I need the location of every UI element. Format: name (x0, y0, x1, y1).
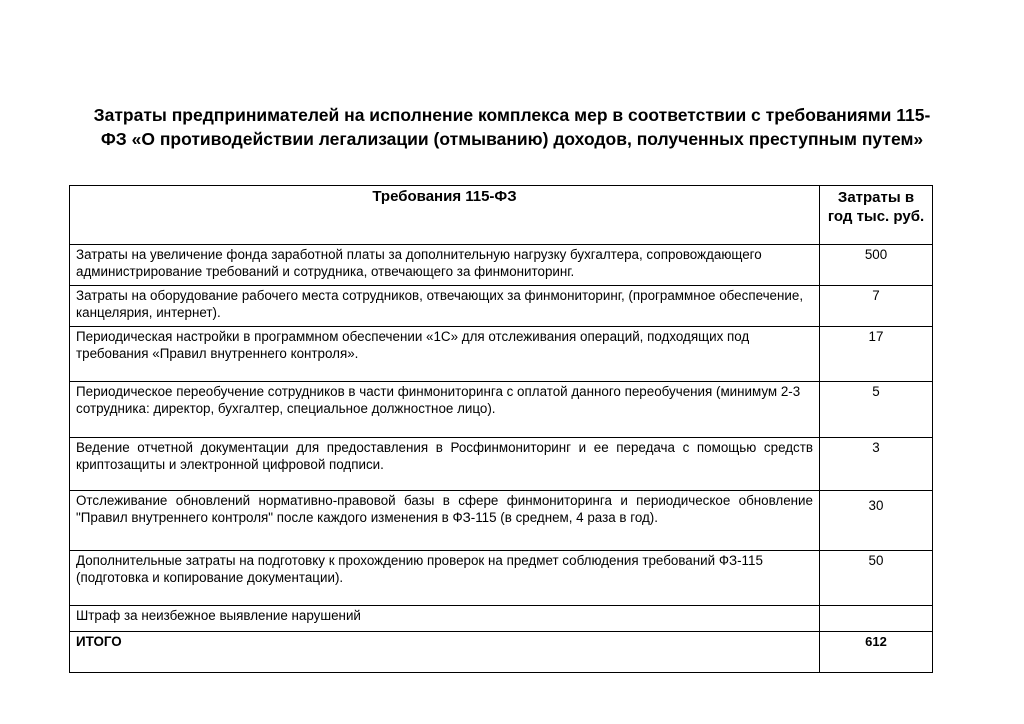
row-requirement: Штраф за неизбежное выявление нарушений (70, 606, 820, 632)
header-requirement: Требования 115-ФЗ (70, 186, 820, 245)
document-title: Затраты предпринимателей на исполнение комплекса мер в соответствии с требованиями 115-ФЗ «О противодействии легализации (отмыванию) доходов, полученных преступным путем» (93, 105, 931, 149)
table-row (70, 382, 933, 438)
header-cost: Затраты в год тыс. руб. (820, 186, 933, 245)
row-requirement: Дополнительные затраты на подготовку к прохождению проверок на предмет соблюдения требований ФЗ-115 (подготовка и копирование документации). (70, 551, 820, 606)
table-row (70, 245, 933, 286)
row-cost: 500 (820, 245, 933, 286)
table-row (70, 491, 933, 551)
row-requirement: Периодическая настройки в программном обеспечении «1С» для отслеживания операций, подходящих под требования «Правил внутреннего контроля». (70, 327, 820, 382)
table-row (70, 327, 933, 382)
total-value: 612 (820, 632, 933, 673)
row-cost: 30 (820, 491, 933, 551)
table-header-row (70, 186, 933, 245)
row-requirement: Ведение отчетной документации для предоставления в Росфинмониторинг и ее передача с помощью средств криптозащиты и электронной цифровой подписи. (70, 438, 820, 491)
row-requirement: Периодическое переобучение сотрудников в части финмониторинга с оплатой данного переобучения (минимум 2-3 сотрудника: директор, бухгалтер, специальное должностное лицо). (70, 382, 820, 438)
table-row (70, 551, 933, 606)
table-row (70, 606, 933, 632)
table-row (70, 286, 933, 327)
row-requirement: Затраты на увеличение фонда заработной платы за дополнительную нагрузку бухгалтера, сопровождающего администрирование требований и сотрудника, отвечающего за финмониторинг. (70, 245, 820, 286)
row-requirement: Затраты на оборудование рабочего места сотрудников, отвечающих за финмониторинг, (программное обеспечение, канцелярия, интернет). (70, 286, 820, 327)
row-cost: 50 (820, 551, 933, 606)
row-cost: 3 (820, 438, 933, 491)
row-cost: 7 (820, 286, 933, 327)
costs-table (69, 185, 933, 673)
table-row (70, 438, 933, 491)
row-cost: 17 (820, 327, 933, 382)
total-label: ИТОГО (70, 632, 820, 673)
total-row (70, 632, 933, 673)
row-cost (820, 606, 933, 632)
row-cost: 5 (820, 382, 933, 438)
row-requirement: Отслеживание обновлений нормативно-правовой базы в сфере финмониторинга и периодическое обновление "Правил внутреннего контроля" после каждого изменения в ФЗ-115 (в среднем, 4 раза в год). (70, 491, 820, 551)
